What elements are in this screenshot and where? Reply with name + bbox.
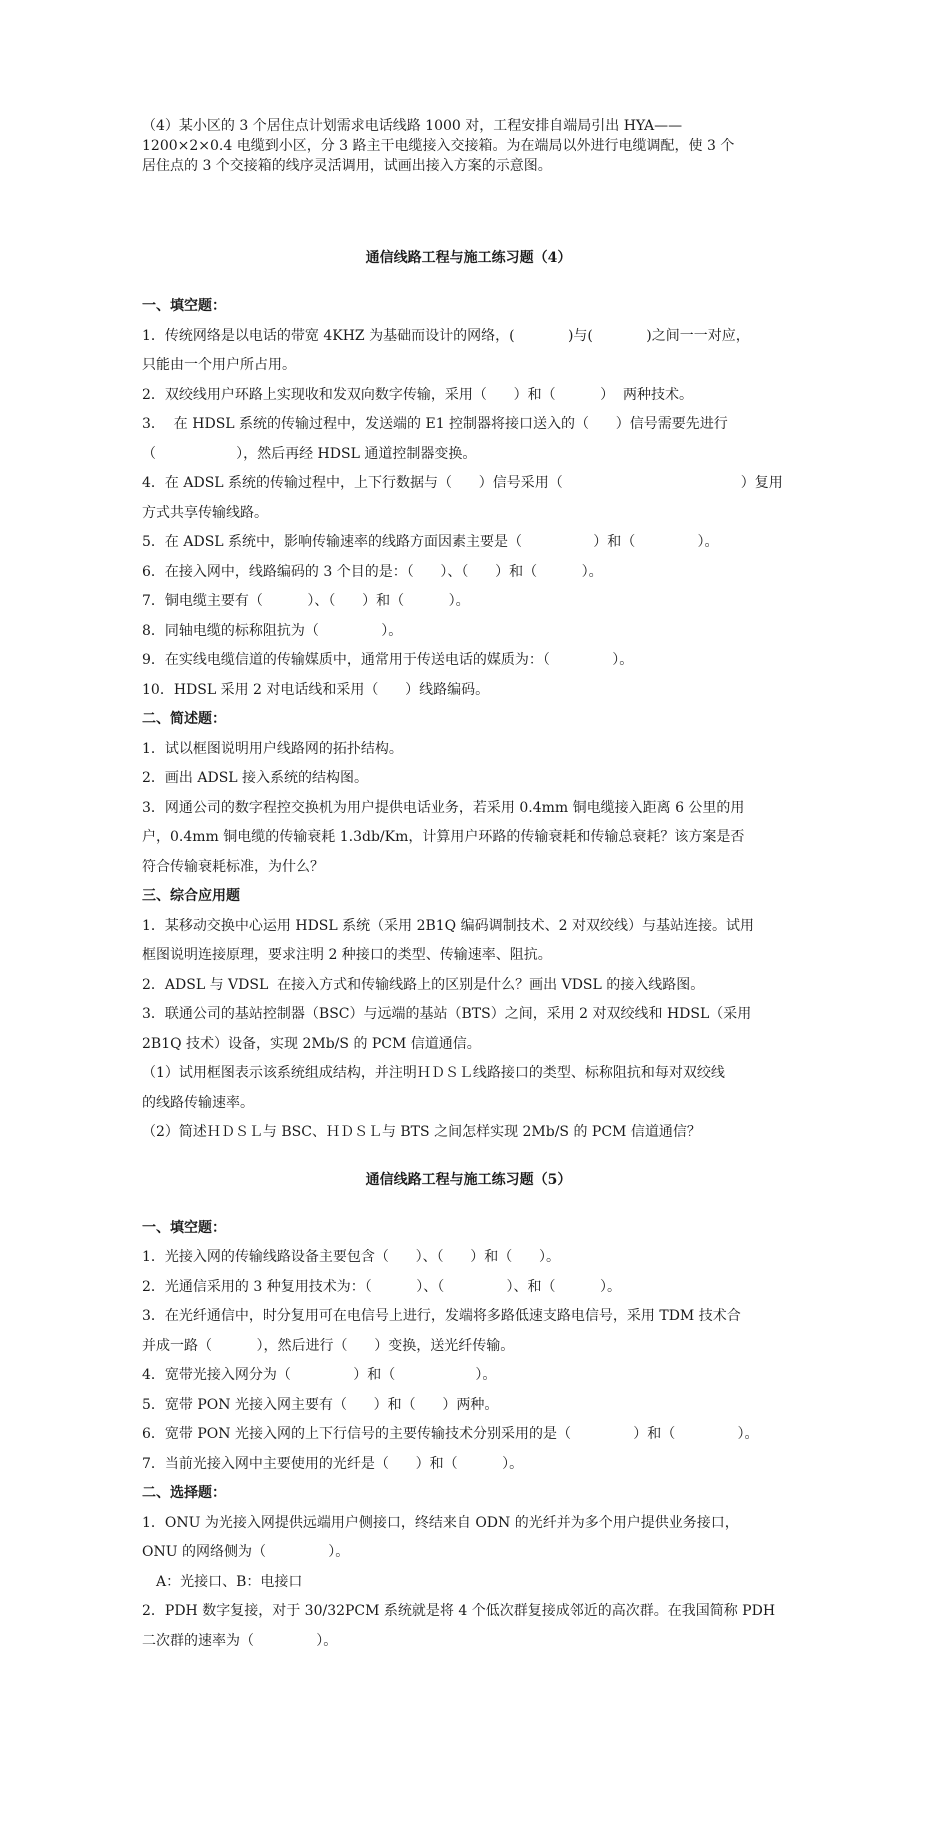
question-line: 2．双绞线用户环路上实现收和发双向数字传输，采用（ ）和（ ） 两种技术。: [142, 386, 694, 403]
question-line: 7．铜电缆主要有（ ）、（ ）和（ ）。: [142, 593, 470, 609]
question-line: 6．在接入网中，线路编码的 3 个目的是：（ ）、（ ）和（ ）。: [142, 563, 603, 580]
question-line: 2B1Q 技术）设备，实现 2Mb/S 的 PCM 信道通信。: [142, 1035, 481, 1052]
intro-line: 居住点的 3 个交接箱的线序灵活调用，试画出接入方案的示意图。: [142, 158, 552, 174]
question-line: 二次群的速率为（ ）。: [142, 1632, 338, 1649]
question-line: 6．宽带 PON 光接入网的上下行信号的主要传输技术分别采用的是（ ）和（ ）。: [142, 1426, 759, 1442]
heading-applied: 三、综合应用题: [142, 888, 240, 904]
question-line: 7．当前光接入网中主要使用的光纤是（ ）和（ ）。: [142, 1455, 524, 1472]
heading-short-answer: 二、简述题：: [142, 711, 226, 727]
question-line: 方式共享传输线路。: [142, 504, 268, 521]
question-line: 10．HDSL 采用 2 对电话线和采用（ ）线路编码。: [142, 681, 490, 698]
question-line: 9．在实线电缆信道的传输媒质中，通常用于传送电话的媒质为：（ ）。: [142, 652, 634, 668]
section-4-title: 通信线路工程与施工练习题（4）: [365, 250, 572, 266]
intro-line: 1200×2×0.4 电缆到小区，分 3 路主干电缆接入交接箱。为在端局以外进行电缆调配，使 3 个: [142, 138, 735, 154]
question-line: （ ），然后再经 HDSL 通道控制器变换。: [142, 445, 477, 462]
question-line: 1．传统网络是以电话的带宽 4KHZ 为基础而设计的网络，( )与( )之间一一对应，: [142, 327, 750, 344]
question-line: 只能由一个用户所占用。: [142, 357, 296, 373]
question-line: 2．画出 ADSL 接入系统的结构图。: [142, 770, 369, 786]
section-5-title: 通信线路工程与施工练习题（5）: [365, 1171, 572, 1188]
question-line: 1．ONU 为光接入网提供远端用户侧接口，终结来自 ODN 的光纤并为多个用户提供业务接口，: [142, 1514, 739, 1531]
answer-options: A：光接口、B：电接口: [156, 1573, 303, 1590]
question-line: 户，0.4mm 铜电缆的传输衰耗 1.3db/Km，计算用户环路的传输衰耗和传输总衰耗？该方案是否: [142, 829, 745, 845]
section-5-body: [142, 1214, 795, 1657]
question-line: 5．宽带 PON 光接入网主要有（ ）和（ ）两种。: [142, 1396, 499, 1413]
question-line: 3．在光纤通信中，时分复用可在电信号上进行，发端将多路低速支路电信号，采用 TDM 技术合: [142, 1308, 741, 1324]
question-line: 1．光接入网的传输线路设备主要包含（ ）、（ ）和（ ）。: [142, 1249, 561, 1265]
question-line: 5．在 ADSL 系统中，影响传输速率的线路方面因素主要是（ ）和（ ）。: [142, 534, 719, 550]
question-line: ONU 的网络侧为（ ）。: [142, 1544, 350, 1560]
question-line: 框图说明连接原理，要求注明 2 种接口的类型、传输速率、阻抗。: [142, 947, 552, 963]
question-line: （1）试用框图表示该系统组成结构，并注明ＨＤＳＬ线路接口的类型、标称阻抗和每对双绞线: [142, 1065, 725, 1081]
question-line: 符合传输衰耗标准，为什么？: [142, 858, 324, 875]
section-4-body: [142, 292, 795, 1148]
intro-line: （4）某小区的 3 个居住点计划需求电话线路 1000 对，工程安排自端局引出 HYA——: [142, 118, 683, 134]
intro-question: [142, 116, 795, 176]
question-line: 并成一路（ ），然后进行（ ）变换，送光纤传输。: [142, 1337, 515, 1354]
question-line: 3．网通公司的数字程控交换机为用户提供电话业务，若采用 0.4mm 铜电缆接入距离 6 公里的用: [142, 799, 745, 816]
question-line: 2．PDH 数字复接，对于 30/32PCM 系统就是将 4 个低次群复接成邻近的高次群。在我国简称 PDH: [142, 1603, 776, 1619]
question-line: 3．联通公司的基站控制器（BSC）与远端的基站（BTS）之间，采用 2 对双绞线和 HDSL（采用: [142, 1006, 752, 1022]
question-line: （2）简述ＨＤＳＬ与 BSC、ＨＤＳＬ与 BTS 之间怎样实现 2Mb/S 的 PCM 信道通信？: [142, 1124, 701, 1140]
heading-choice: 二、选择题：: [142, 1485, 226, 1501]
question-line: 2．ADSL 与 VDSL 在接入方式和传输线路上的区别是什么？画出 VDSL 的接入线路图。: [142, 976, 705, 993]
question-line: 2．光通信采用的 3 种复用技术为：（ ）、（ ）、和（ ）。: [142, 1278, 622, 1295]
question-line: 3． 在 HDSL 系统的传输过程中，发送端的 E1 控制器将接口送入的（ ）信号需要先进行: [142, 416, 728, 432]
question-line: 8．同轴电缆的标称阻抗为（ ）。: [142, 622, 403, 639]
question-line: 1．某移动交换中心运用 HDSL 系统（采用 2B1Q 编码调制技术、2 对双绞线）与基站连接。试用: [142, 917, 754, 934]
question-line: 的线路传输速率。: [142, 1094, 254, 1111]
question-line: 1．试以框图说明用户线路网的拓扑结构。: [142, 740, 403, 757]
question-line: 4．在 ADSL 系统的传输过程中，上下行数据与（ ）信号采用（ ）复用: [142, 475, 783, 491]
question-line: 4．宽带光接入网分为（ ）和（ ）。: [142, 1367, 497, 1383]
heading-fill-blank: 一、填空题：: [142, 1219, 226, 1236]
heading-fill-blank: 一、填空题：: [142, 298, 226, 314]
